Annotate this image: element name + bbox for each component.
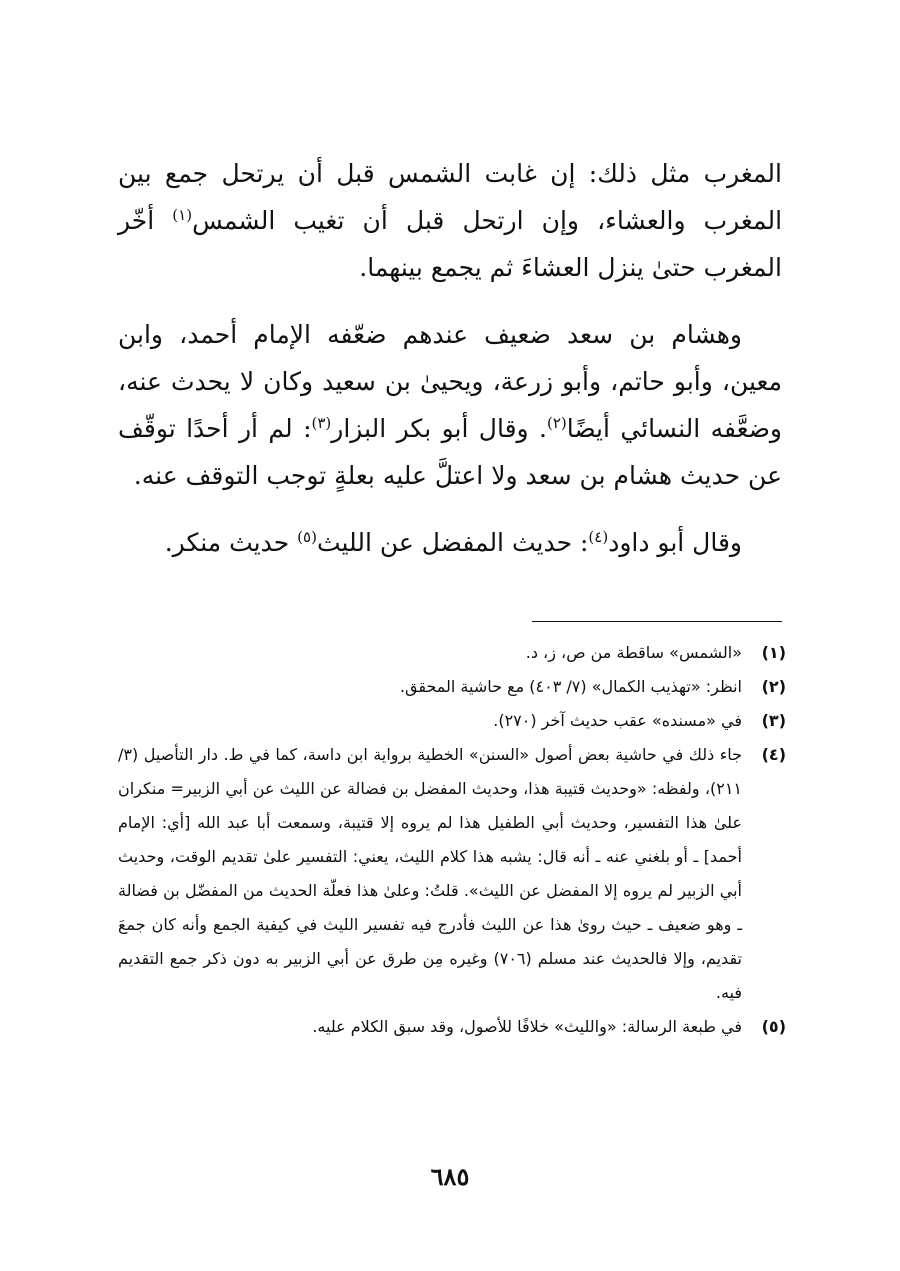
paragraph-1 xyxy=(118,150,782,291)
footnote-ref-4[interactable]: (٤) xyxy=(588,528,609,546)
text-run: : حديث المفضل عن الليث xyxy=(316,528,589,557)
text-run: : لم أر أحدًا توقّف عن حديث هشام بن سعد ولا اعتلَّ عليه بعلةٍ توجب التوقف عنه. xyxy=(118,414,782,490)
footnote-text: جاء ذلك في حاشية بعض أصول «السنن» الخطية برواية ابن داسة، كما في ط. دار التأصيل (٣/ ٢١١)، ولفظه: «وحديث قتيبة هذا، وحديث المفضل بن فضالة عن الليث عن أبي الزبير= منكران علىٰ هذا التفسير، وحديث أبي الطفيل هذا لم يروه إلا قتيبة، وسمعت أبا عبد الله [أي: الإمام أحمد] ـ أو بلغني عنه ـ أنه قال: يشبه هذا كلام الليث، يعني: التفسير علىٰ تقديم الوقت، وحديث أبي الزبير لم يروه إلا المفضل عن الليث». قلتُ: وعلىٰ هذا فعلّة الحديث من المفضّل بن فضالة ـ وهو ضعيف ـ حيث روىٰ هذا عن الليث فأدرج فيه تفسير الليث في كيفية الجمع وأنه كان جمعَ تقديم، وإلا فالحديث عند مسلم (٧٠٦) وغيره مِن طرق عن أبي الزبير به دون ذكر جمع التقديم فيه. xyxy=(118,745,743,1002)
text-run: حديث منكر. xyxy=(164,528,298,557)
text-run: أخّر المغرب حتىٰ ينزل العشاءَ ثم يجمع بينهما. xyxy=(118,206,782,282)
footnote-item-5 xyxy=(118,1010,786,1044)
footnote-ref-5[interactable]: (٥) xyxy=(297,528,317,546)
text-run: المغرب مثل ذلك: إن غابت الشمس قبل أن يرتحل جمع بين المغرب والعشاء، وإن ارتحل قبل أن تغيب الشمس xyxy=(118,159,783,235)
footnote-number: (١) xyxy=(761,643,786,662)
footnote-number: (٣) xyxy=(761,711,786,730)
footnote-text: انظر: «تهذيب الكمال» (٧/ ٤٠٣) مع حاشية المحقق. xyxy=(399,677,742,696)
paragraph-2 xyxy=(118,311,782,499)
text-run: . وقال أبو بكر البزار xyxy=(331,414,547,443)
footnote-ref-1[interactable]: (١) xyxy=(172,206,193,224)
text-run: وقال أبو داود xyxy=(608,528,742,557)
footnote-divider xyxy=(532,621,782,622)
footnote-number: (٢) xyxy=(761,677,786,696)
footnote-item-1 xyxy=(118,636,786,670)
footnote-item-3 xyxy=(118,704,786,738)
footnote-number: (٤) xyxy=(761,745,786,764)
main-text xyxy=(118,150,782,566)
footnote-item-2 xyxy=(118,670,786,704)
text-run: وهشام بن سعد ضعيف عندهم ضعّفه الإمام أحمد، وابن معين، وأبو حاتم، وأبو زرعة، ويحيىٰ بن سعيد وكان لا يحدث عنه، وضعَّفه النسائي أيضًا xyxy=(118,320,782,443)
footnote-number: (٥) xyxy=(761,1017,786,1036)
footnote-text: «الشمس» ساقطة من ص، ز، د. xyxy=(525,643,742,662)
footnote-text: في «مسنده» عقب حديث آخر (٢٧٠). xyxy=(493,711,742,730)
footnotes-list xyxy=(118,636,786,1044)
page-number: ٦٨٥ xyxy=(430,1162,470,1191)
footnote-text: في طبعة الرسالة: «والليث» خلافًا للأصول، وقد سبق الكلام عليه. xyxy=(312,1017,742,1036)
footnote-ref-3[interactable]: (٣) xyxy=(311,414,332,432)
paragraph-3 xyxy=(118,519,782,566)
footnote-ref-2[interactable]: (٢) xyxy=(546,414,567,432)
footnote-item-4 xyxy=(118,738,786,1010)
